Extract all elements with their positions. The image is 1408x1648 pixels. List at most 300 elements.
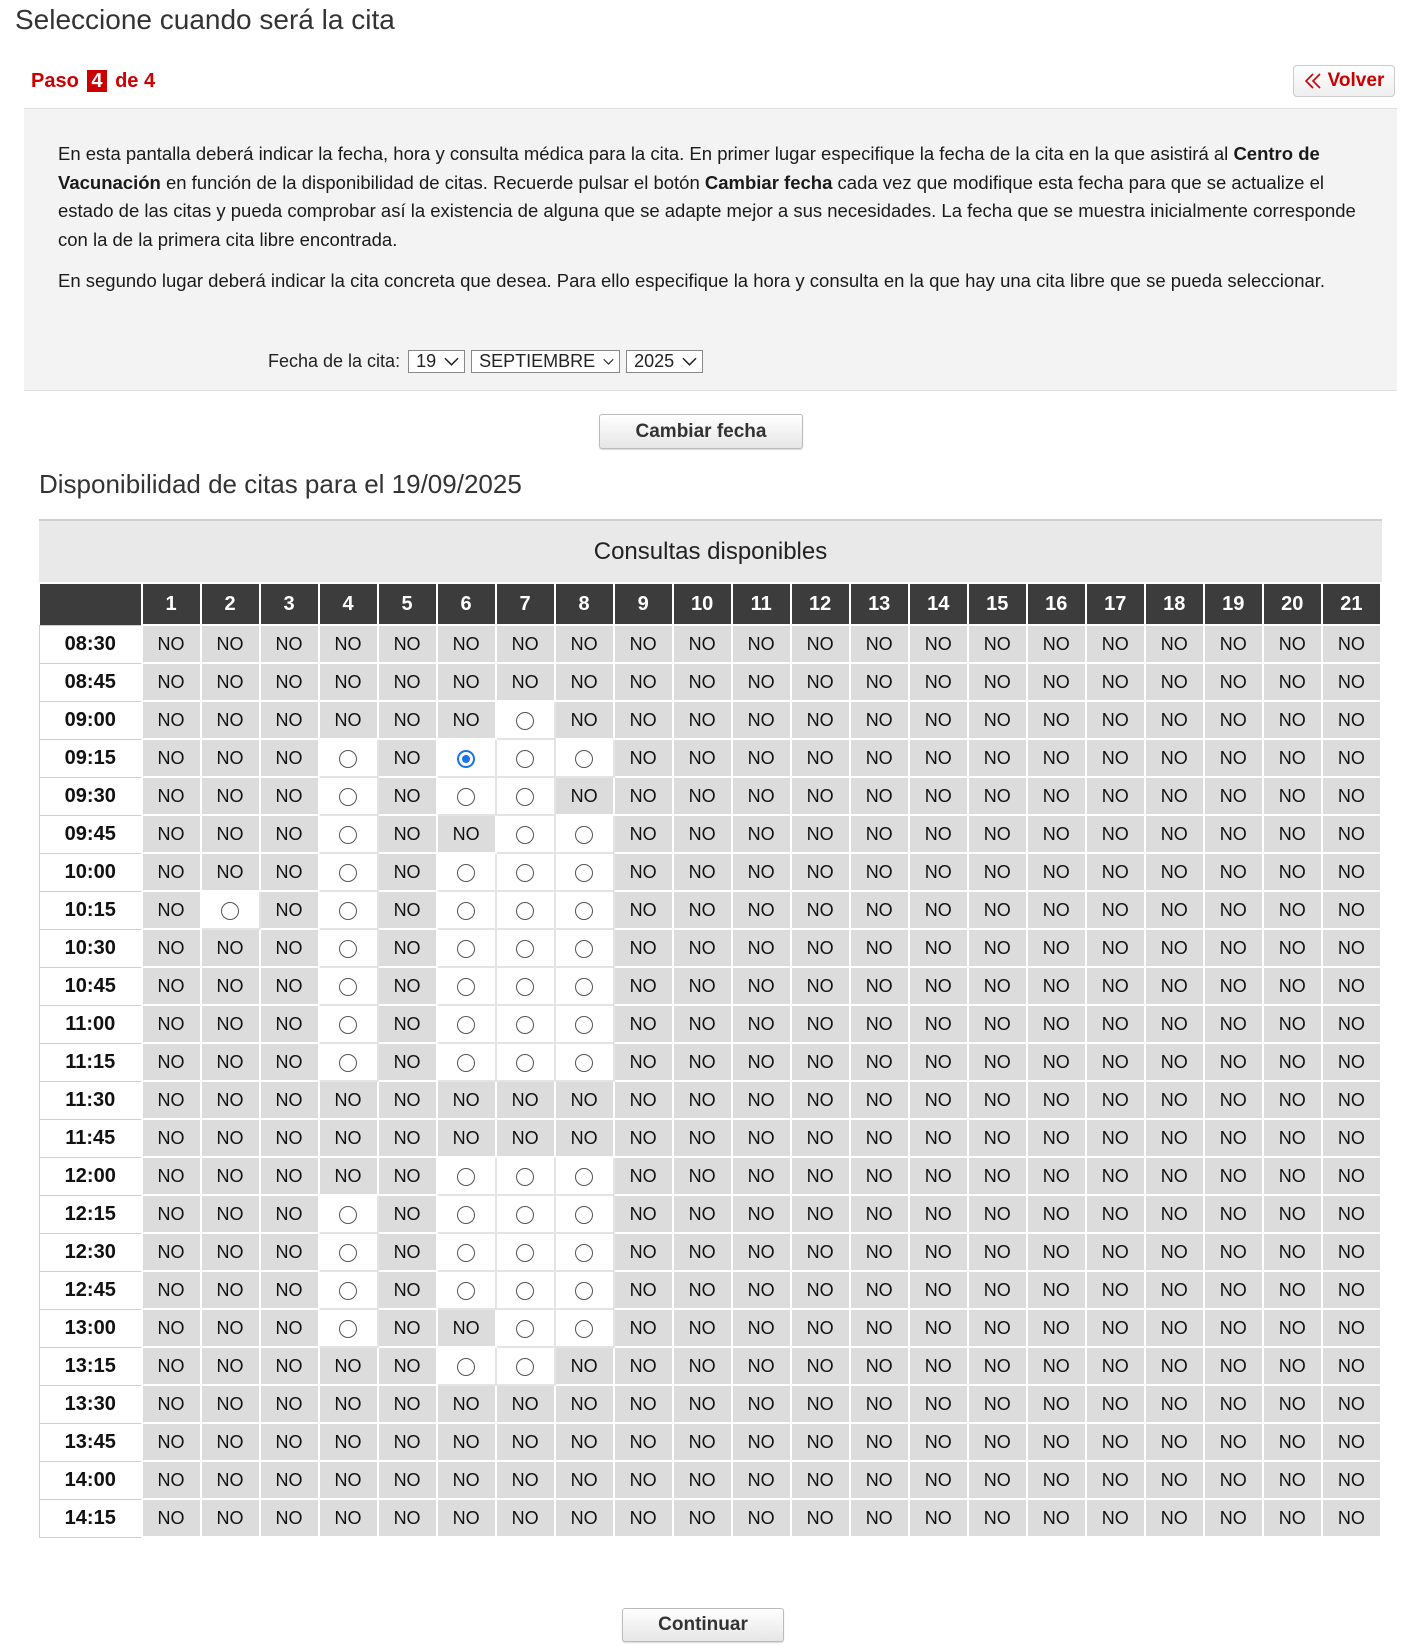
slot-unavailable: NO [791,1423,850,1461]
slot-unavailable: NO [732,1461,791,1499]
slot-unavailable: NO [1145,701,1204,739]
table-row [40,625,1382,663]
slot-unavailable: NO [614,663,673,701]
slot-unavailable: NO [673,929,732,967]
slot-unavailable: NO [378,1347,437,1385]
slot-radio[interactable] [339,1320,357,1338]
slot-free[interactable] [555,967,614,1005]
slot-unavailable: NO [1322,1461,1381,1499]
availability-table [39,584,1382,1538]
chevron-down-icon [682,357,697,367]
slot-free[interactable] [437,1271,496,1309]
slot-unavailable: NO [850,739,909,777]
slot-unavailable: NO [1086,1271,1145,1309]
slot-unavailable: NO [968,891,1027,929]
slot-radio[interactable] [339,1282,357,1300]
slot-free[interactable] [437,1347,496,1385]
slot-unavailable: NO [673,1385,732,1423]
slot-unavailable: NO [437,1309,496,1347]
slot-unavailable: NO [791,1461,850,1499]
slot-unavailable: NO [1086,1461,1145,1499]
slot-radio[interactable] [457,1244,475,1262]
slot-unavailable: NO [496,625,555,663]
slot-unavailable: NO [791,1233,850,1271]
time-label: 14:15 [40,1499,142,1537]
consulta-header: 17 [1086,584,1145,625]
slot-unavailable: NO [1027,1271,1086,1309]
slot-unavailable: NO [378,929,437,967]
slot-unavailable: NO [1204,815,1263,853]
slot-radio[interactable] [516,1054,534,1072]
slot-free[interactable] [319,891,378,929]
slot-radio[interactable] [339,750,357,768]
slot-unavailable: NO [142,1347,201,1385]
slot-unavailable: NO [1322,1385,1381,1423]
slot-free[interactable] [437,891,496,929]
slot-unavailable: NO [260,1157,319,1195]
slot-free[interactable] [496,739,555,777]
table-row [40,1385,1382,1423]
slot-radio[interactable] [516,940,534,958]
slot-unavailable: NO [968,1461,1027,1499]
slot-radio[interactable] [339,788,357,806]
slot-unavailable: NO [1263,815,1322,853]
slot-radio[interactable] [575,1168,593,1186]
slot-unavailable: NO [1086,853,1145,891]
slot-radio[interactable] [575,978,593,996]
slot-unavailable: NO [1086,1081,1145,1119]
slot-radio[interactable] [457,788,475,806]
slot-free[interactable] [496,1233,555,1271]
slot-unavailable: NO [1322,967,1381,1005]
slot-unavailable: NO [201,1005,260,1043]
slot-radio[interactable] [339,864,357,882]
slot-unavailable: NO [673,1499,732,1537]
slot-radio[interactable] [575,1282,593,1300]
step-indicator [31,70,155,93]
slot-unavailable: NO [496,663,555,701]
slot-unavailable: NO [614,625,673,663]
slot-free[interactable] [319,777,378,815]
slot-unavailable: NO [1086,1005,1145,1043]
slot-free[interactable] [319,929,378,967]
slot-radio[interactable] [457,978,475,996]
day-select[interactable]: 19 [408,350,465,373]
slot-radio[interactable] [457,902,475,920]
slot-unavailable: NO [732,739,791,777]
slot-free[interactable] [496,777,555,815]
slot-unavailable: NO [673,701,732,739]
slot-unavailable: NO [1145,1157,1204,1195]
slot-free[interactable] [555,1043,614,1081]
slot-unavailable: NO [496,1385,555,1423]
year-select[interactable]: 2025 [626,350,703,373]
time-label: 13:00 [40,1309,142,1347]
slot-radio[interactable] [575,1244,593,1262]
slot-free[interactable] [555,891,614,929]
slot-radio[interactable] [575,1016,593,1034]
slot-unavailable: NO [1086,1385,1145,1423]
slot-unavailable: NO [850,929,909,967]
chevron-down-icon [444,357,459,367]
slot-unavailable: NO [378,891,437,929]
slot-unavailable: NO [319,1081,378,1119]
slot-radio[interactable] [516,1282,534,1300]
slot-unavailable: NO [1145,891,1204,929]
slot-free[interactable] [319,1043,378,1081]
slot-radio[interactable] [575,1320,593,1338]
slot-unavailable: NO [614,1271,673,1309]
slot-free[interactable] [437,967,496,1005]
slot-radio[interactable] [575,750,593,768]
slot-free[interactable] [496,929,555,967]
slot-free[interactable] [555,1195,614,1233]
slot-unavailable: NO [142,853,201,891]
slot-unavailable: NO [1204,1423,1263,1461]
slot-unavailable: NO [614,1043,673,1081]
slot-unavailable: NO [909,663,968,701]
slot-unavailable: NO [673,663,732,701]
slot-free[interactable] [555,1233,614,1271]
slot-unavailable: NO [1204,1347,1263,1385]
slot-radio[interactable] [516,864,534,882]
slot-free[interactable] [496,967,555,1005]
slot-unavailable: NO [614,739,673,777]
slot-free[interactable] [319,739,378,777]
slot-unavailable: NO [673,1461,732,1499]
slot-unavailable: NO [614,1309,673,1347]
slot-unavailable: NO [1263,1499,1322,1537]
slot-unavailable: NO [732,853,791,891]
slot-free[interactable] [496,1005,555,1043]
slot-radio[interactable] [516,788,534,806]
time-label: 09:30 [40,777,142,815]
table-row [40,1157,1382,1195]
slot-free[interactable] [437,739,496,777]
slot-unavailable: NO [201,1271,260,1309]
slot-unavailable: NO [909,1119,968,1157]
slot-unavailable: NO [850,1005,909,1043]
slot-free[interactable] [437,929,496,967]
slot-unavailable: NO [850,1157,909,1195]
slot-radio[interactable] [457,1206,475,1224]
slot-unavailable: NO [201,1423,260,1461]
consulta-header: 4 [319,584,378,625]
slot-unavailable: NO [260,1461,319,1499]
slot-radio[interactable] [339,1244,357,1262]
slot-free[interactable] [496,1157,555,1195]
back-button[interactable] [1293,65,1395,97]
slot-free[interactable] [496,1195,555,1233]
slot-free[interactable] [555,1005,614,1043]
slot-unavailable: NO [1086,967,1145,1005]
slot-free[interactable] [319,815,378,853]
slot-radio[interactable] [457,864,475,882]
slot-free[interactable] [496,1271,555,1309]
slot-unavailable: NO [555,1119,614,1157]
slot-unavailable: NO [260,663,319,701]
consulta-header: 2 [201,584,260,625]
slot-unavailable: NO [378,1043,437,1081]
slot-free[interactable] [496,853,555,891]
slot-free[interactable] [555,739,614,777]
slot-unavailable: NO [1263,1119,1322,1157]
slot-unavailable: NO [732,929,791,967]
slot-unavailable: NO [614,929,673,967]
slot-unavailable: NO [555,663,614,701]
time-label: 12:45 [40,1271,142,1309]
slot-unavailable: NO [909,1005,968,1043]
slot-unavailable: NO [437,701,496,739]
slot-free[interactable] [319,1195,378,1233]
slot-radio[interactable] [457,1054,475,1072]
slot-unavailable: NO [732,891,791,929]
slot-radio[interactable] [457,1016,475,1034]
slot-unavailable: NO [437,1119,496,1157]
slot-free[interactable] [437,1005,496,1043]
slot-unavailable: NO [201,701,260,739]
slot-unavailable: NO [1204,1119,1263,1157]
step-prefix: Paso [31,70,79,92]
slot-free[interactable] [201,891,260,929]
slot-free[interactable] [437,777,496,815]
slot-free[interactable] [555,815,614,853]
slot-unavailable: NO [791,1499,850,1537]
slot-radio[interactable] [457,1358,475,1376]
slot-unavailable: NO [791,1119,850,1157]
slot-unavailable: NO [1204,1309,1263,1347]
slot-unavailable: NO [968,625,1027,663]
consulta-header: 12 [791,584,850,625]
slot-unavailable: NO [791,1157,850,1195]
table-row [40,1309,1382,1347]
slot-unavailable: NO [850,1499,909,1537]
slot-unavailable: NO [1086,777,1145,815]
slot-radio[interactable] [575,940,593,958]
slot-unavailable: NO [201,1385,260,1423]
slot-radio[interactable] [339,902,357,920]
slot-unavailable: NO [201,1499,260,1537]
table-row [40,1271,1382,1309]
slot-unavailable: NO [1322,1119,1381,1157]
slot-free[interactable] [319,853,378,891]
slot-radio[interactable] [516,1206,534,1224]
slot-unavailable: NO [260,1119,319,1157]
slot-unavailable: NO [1027,1195,1086,1233]
slot-unavailable: NO [496,1499,555,1537]
slot-unavailable: NO [1145,663,1204,701]
consulta-header: 6 [437,584,496,625]
slot-unavailable: NO [555,625,614,663]
slot-unavailable: NO [968,1233,1027,1271]
slot-unavailable: NO [378,1233,437,1271]
slot-radio[interactable] [516,1016,534,1034]
slot-free[interactable] [496,1309,555,1347]
slot-radio[interactable] [339,940,357,958]
slot-free[interactable] [496,891,555,929]
slot-radio[interactable] [516,1168,534,1186]
slot-radio[interactable] [575,902,593,920]
slot-radio[interactable] [339,1054,357,1072]
slot-unavailable: NO [850,701,909,739]
consulta-header: 13 [850,584,909,625]
slot-unavailable: NO [1027,967,1086,1005]
slot-unavailable: NO [378,1499,437,1537]
slot-unavailable: NO [1322,1081,1381,1119]
slot-unavailable: NO [1204,1043,1263,1081]
month-select[interactable]: SEPTIEMBRE [471,350,620,373]
slot-unavailable: NO [614,701,673,739]
slot-radio[interactable] [516,750,534,768]
slot-unavailable: NO [850,1081,909,1119]
slot-unavailable: NO [1322,1309,1381,1347]
slot-radio[interactable] [575,1054,593,1072]
consulta-header: 11 [732,584,791,625]
slot-free[interactable] [319,1309,378,1347]
slot-unavailable: NO [201,739,260,777]
slot-unavailable: NO [142,1461,201,1499]
table-caption: Consultas disponibles [39,519,1382,582]
slot-unavailable: NO [555,1461,614,1499]
slot-unavailable: NO [673,1347,732,1385]
slot-free[interactable] [437,1195,496,1233]
slot-radio[interactable] [516,978,534,996]
slot-free[interactable] [437,1233,496,1271]
slot-unavailable: NO [614,1081,673,1119]
slot-unavailable: NO [791,1271,850,1309]
slot-free[interactable] [319,1271,378,1309]
slot-radio[interactable] [339,826,357,844]
slot-unavailable: NO [791,929,850,967]
slot-unavailable: NO [1086,815,1145,853]
slot-unavailable: NO [142,1271,201,1309]
slot-unavailable: NO [614,891,673,929]
slot-unavailable: NO [260,1195,319,1233]
slot-free[interactable] [555,853,614,891]
slot-unavailable: NO [791,1005,850,1043]
slot-free[interactable] [496,815,555,853]
slot-free[interactable] [437,1043,496,1081]
slot-unavailable: NO [260,815,319,853]
slot-free[interactable] [319,1233,378,1271]
slot-unavailable: NO [614,1233,673,1271]
slot-unavailable: NO [732,663,791,701]
slot-unavailable: NO [909,1043,968,1081]
slot-unavailable: NO [909,739,968,777]
slot-free[interactable] [319,967,378,1005]
slot-radio[interactable] [457,940,475,958]
slot-unavailable: NO [1204,1461,1263,1499]
change-date-button[interactable]: Cambiar fecha [599,414,803,449]
slot-unavailable: NO [791,1309,850,1347]
slot-radio-selected[interactable] [457,750,475,768]
slot-free[interactable] [496,1347,555,1385]
slot-unavailable: NO [142,1423,201,1461]
slot-radio[interactable] [457,1168,475,1186]
continue-button[interactable]: Continuar [622,1608,784,1642]
double-chevron-left-icon [1304,72,1322,90]
slot-free[interactable] [319,1005,378,1043]
slot-radio[interactable] [339,978,357,996]
slot-unavailable: NO [909,815,968,853]
slot-radio[interactable] [575,826,593,844]
slot-free[interactable] [437,853,496,891]
slot-free[interactable] [555,1271,614,1309]
slot-unavailable: NO [201,1347,260,1385]
slot-unavailable: NO [909,1385,968,1423]
time-label: 10:30 [40,929,142,967]
slot-unavailable: NO [1086,1309,1145,1347]
slot-unavailable: NO [1204,1081,1263,1119]
slot-free[interactable] [437,1157,496,1195]
slot-unavailable: NO [378,1005,437,1043]
slot-unavailable: NO [732,1309,791,1347]
slot-unavailable: NO [1145,1081,1204,1119]
slot-free[interactable] [555,1157,614,1195]
time-label: 11:45 [40,1119,142,1157]
slot-radio[interactable] [221,902,239,920]
slot-unavailable: NO [1263,1309,1322,1347]
slot-unavailable: NO [1204,967,1263,1005]
slot-unavailable: NO [791,891,850,929]
slot-unavailable: NO [850,1347,909,1385]
table-row [40,1499,1382,1537]
slot-radio[interactable] [339,1206,357,1224]
slot-radio[interactable] [457,1282,475,1300]
back-label: Volver [1327,70,1385,91]
table-row [40,1195,1382,1233]
slot-unavailable: NO [496,1081,555,1119]
consulta-header: 8 [555,584,614,625]
slot-free[interactable] [555,929,614,967]
slot-radio[interactable] [575,1206,593,1224]
slot-radio[interactable] [516,1320,534,1338]
slot-radio[interactable] [516,826,534,844]
slot-unavailable: NO [1204,929,1263,967]
slot-unavailable: NO [968,815,1027,853]
time-label: 12:30 [40,1233,142,1271]
slot-radio[interactable] [575,864,593,882]
slot-unavailable: NO [1322,815,1381,853]
slot-radio[interactable] [516,1244,534,1262]
slot-unavailable: NO [201,1461,260,1499]
time-label: 10:15 [40,891,142,929]
slot-unavailable: NO [1145,967,1204,1005]
slot-unavailable: NO [1263,1233,1322,1271]
slot-unavailable: NO [1263,1385,1322,1423]
slot-unavailable: NO [968,1043,1027,1081]
slot-radio[interactable] [516,712,534,730]
slot-unavailable: NO [319,1385,378,1423]
time-label: 11:15 [40,1043,142,1081]
slot-unavailable: NO [850,891,909,929]
slot-unavailable: NO [437,1423,496,1461]
slot-radio[interactable] [516,902,534,920]
slot-unavailable: NO [968,967,1027,1005]
slot-unavailable: NO [791,1081,850,1119]
slot-radio[interactable] [339,1016,357,1034]
slot-radio[interactable] [516,1358,534,1376]
slot-free[interactable] [496,1043,555,1081]
slot-free[interactable] [555,1309,614,1347]
slot-unavailable: NO [1322,1347,1381,1385]
slot-unavailable: NO [1204,701,1263,739]
slot-unavailable: NO [201,1119,260,1157]
slot-unavailable: NO [142,1233,201,1271]
slot-free[interactable] [496,701,555,739]
slot-unavailable: NO [673,853,732,891]
time-label: 12:15 [40,1195,142,1233]
